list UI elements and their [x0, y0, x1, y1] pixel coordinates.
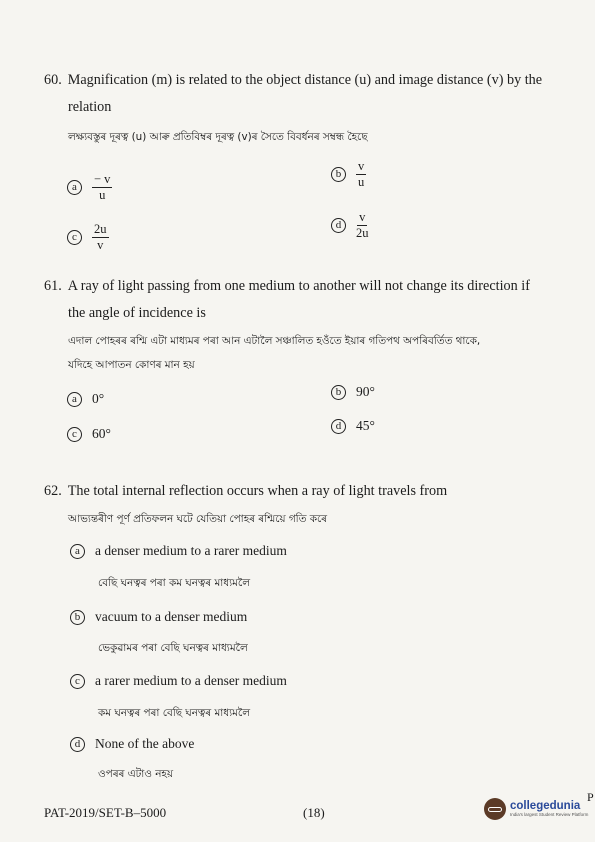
question-translation: আভ্যন্তৰীণ পূৰ্ণ প্ৰতিফলন ঘটে যেতিয়া পোহৰ ৰশ্মিয়ে গতি কৰে [68, 513, 328, 525]
bleed-through-text [300, 232, 303, 244]
option-letter: a [70, 544, 85, 559]
question-text: The total internal reflection occurs when a ray of light travels from [67, 483, 448, 499]
option-letter: c [67, 230, 82, 245]
option-label: 45° [356, 418, 375, 433]
option-a[interactable] [67, 391, 104, 407]
option-label: 0° [92, 391, 105, 406]
option-letter: c [67, 427, 82, 442]
option-label: None of the above [95, 736, 195, 751]
option-label: a rarer medium to a denser medium [95, 673, 287, 688]
option-a[interactable] [70, 543, 287, 559]
collegedunia-logo [484, 798, 588, 820]
option-letter: d [331, 218, 346, 233]
option-label: 90° [356, 384, 375, 399]
option-d[interactable] [331, 211, 369, 240]
option-b[interactable] [331, 160, 366, 189]
option-letter: b [331, 167, 346, 182]
option-letter: d [70, 737, 85, 752]
option-letter: b [331, 385, 346, 400]
option-c-translation: কম ঘনত্বৰ পৰা বেছি ঘনত্বৰ মাধ্যমলৈ [98, 707, 250, 719]
option-d[interactable] [70, 736, 194, 752]
option-d-translation: ওপৰৰ এটাও নহয় [98, 768, 174, 780]
fraction: $\frac{2u}{v}$ [94, 222, 107, 252]
option-letter: d [331, 419, 346, 434]
option-letter: a [67, 392, 82, 407]
option-b[interactable] [70, 609, 247, 625]
question-text: A ray of light passing from one medium to another will not change its direction if [67, 278, 530, 294]
question-text-continued: the angle of incidence is [68, 305, 206, 321]
option-label: a denser medium to a rarer medium [95, 543, 287, 558]
option-label: vacuum to a denser medium [95, 609, 248, 624]
logo-name: collegedunia [510, 800, 581, 812]
question-62 [44, 478, 589, 531]
option-b[interactable] [331, 384, 375, 400]
option-b-translation: ভেকুৱামৰ পৰা বেছি ঘনত্বৰ মাধ্যমলৈ [98, 642, 248, 654]
question-number: 62. [44, 483, 62, 499]
fraction: $\frac{v}{u}$ [358, 159, 365, 189]
option-c[interactable] [67, 426, 111, 442]
option-c[interactable] [67, 223, 109, 252]
option-a-translation: বেছি ঘনত্বৰ পৰা কম ঘনত্বৰ মাধ্যমলৈ [98, 577, 250, 589]
question-translation: লক্ষ্যবস্তুৰ দূৰত্ব (u) আৰু প্ৰতিবিম্বৰ দূৰত্ব (v)ৰ সৈতে বিবৰ্ধনৰ সম্বন্ধ হৈছে [68, 131, 368, 143]
question-translation-continued: যদিহে আপাতন কোণৰ মান হয় [68, 359, 195, 371]
option-d[interactable] [331, 418, 375, 434]
logo-tagline: India's largest Student Review Platform [510, 812, 589, 817]
fraction: $\frac{- v}{u}$ [94, 172, 111, 202]
question-number: 60. [44, 72, 62, 88]
option-c[interactable] [70, 673, 287, 689]
question-text-continued: relation [68, 99, 112, 115]
question-number: 61. [44, 278, 62, 294]
option-a[interactable] [67, 173, 112, 202]
option-label: 60° [92, 426, 111, 441]
question-60 [44, 67, 589, 149]
question-text: Magnification (m) is related to the object distance (u) and image distance (v) by the [67, 72, 543, 88]
edge-letter: P [587, 790, 594, 804]
fraction: $\frac{v}{2u}$ [356, 210, 369, 240]
logo-face-icon [484, 798, 506, 820]
option-letter: a [67, 180, 82, 195]
option-letter: c [70, 674, 85, 689]
option-letter: b [70, 610, 85, 625]
page-number: (18) [303, 805, 325, 820]
question-61 [44, 273, 589, 377]
paper-code: PAT-2019/SET-B–5000 [44, 805, 167, 820]
question-translation: এদাল পোহৰৰ ৰশ্মি এটা মাধ্যমৰ পৰা আন এটালৈ সঞ্চালিত হওঁতে ইয়াৰ গতিপথ অপৰিবৰ্তিত থাকে, [68, 335, 481, 347]
